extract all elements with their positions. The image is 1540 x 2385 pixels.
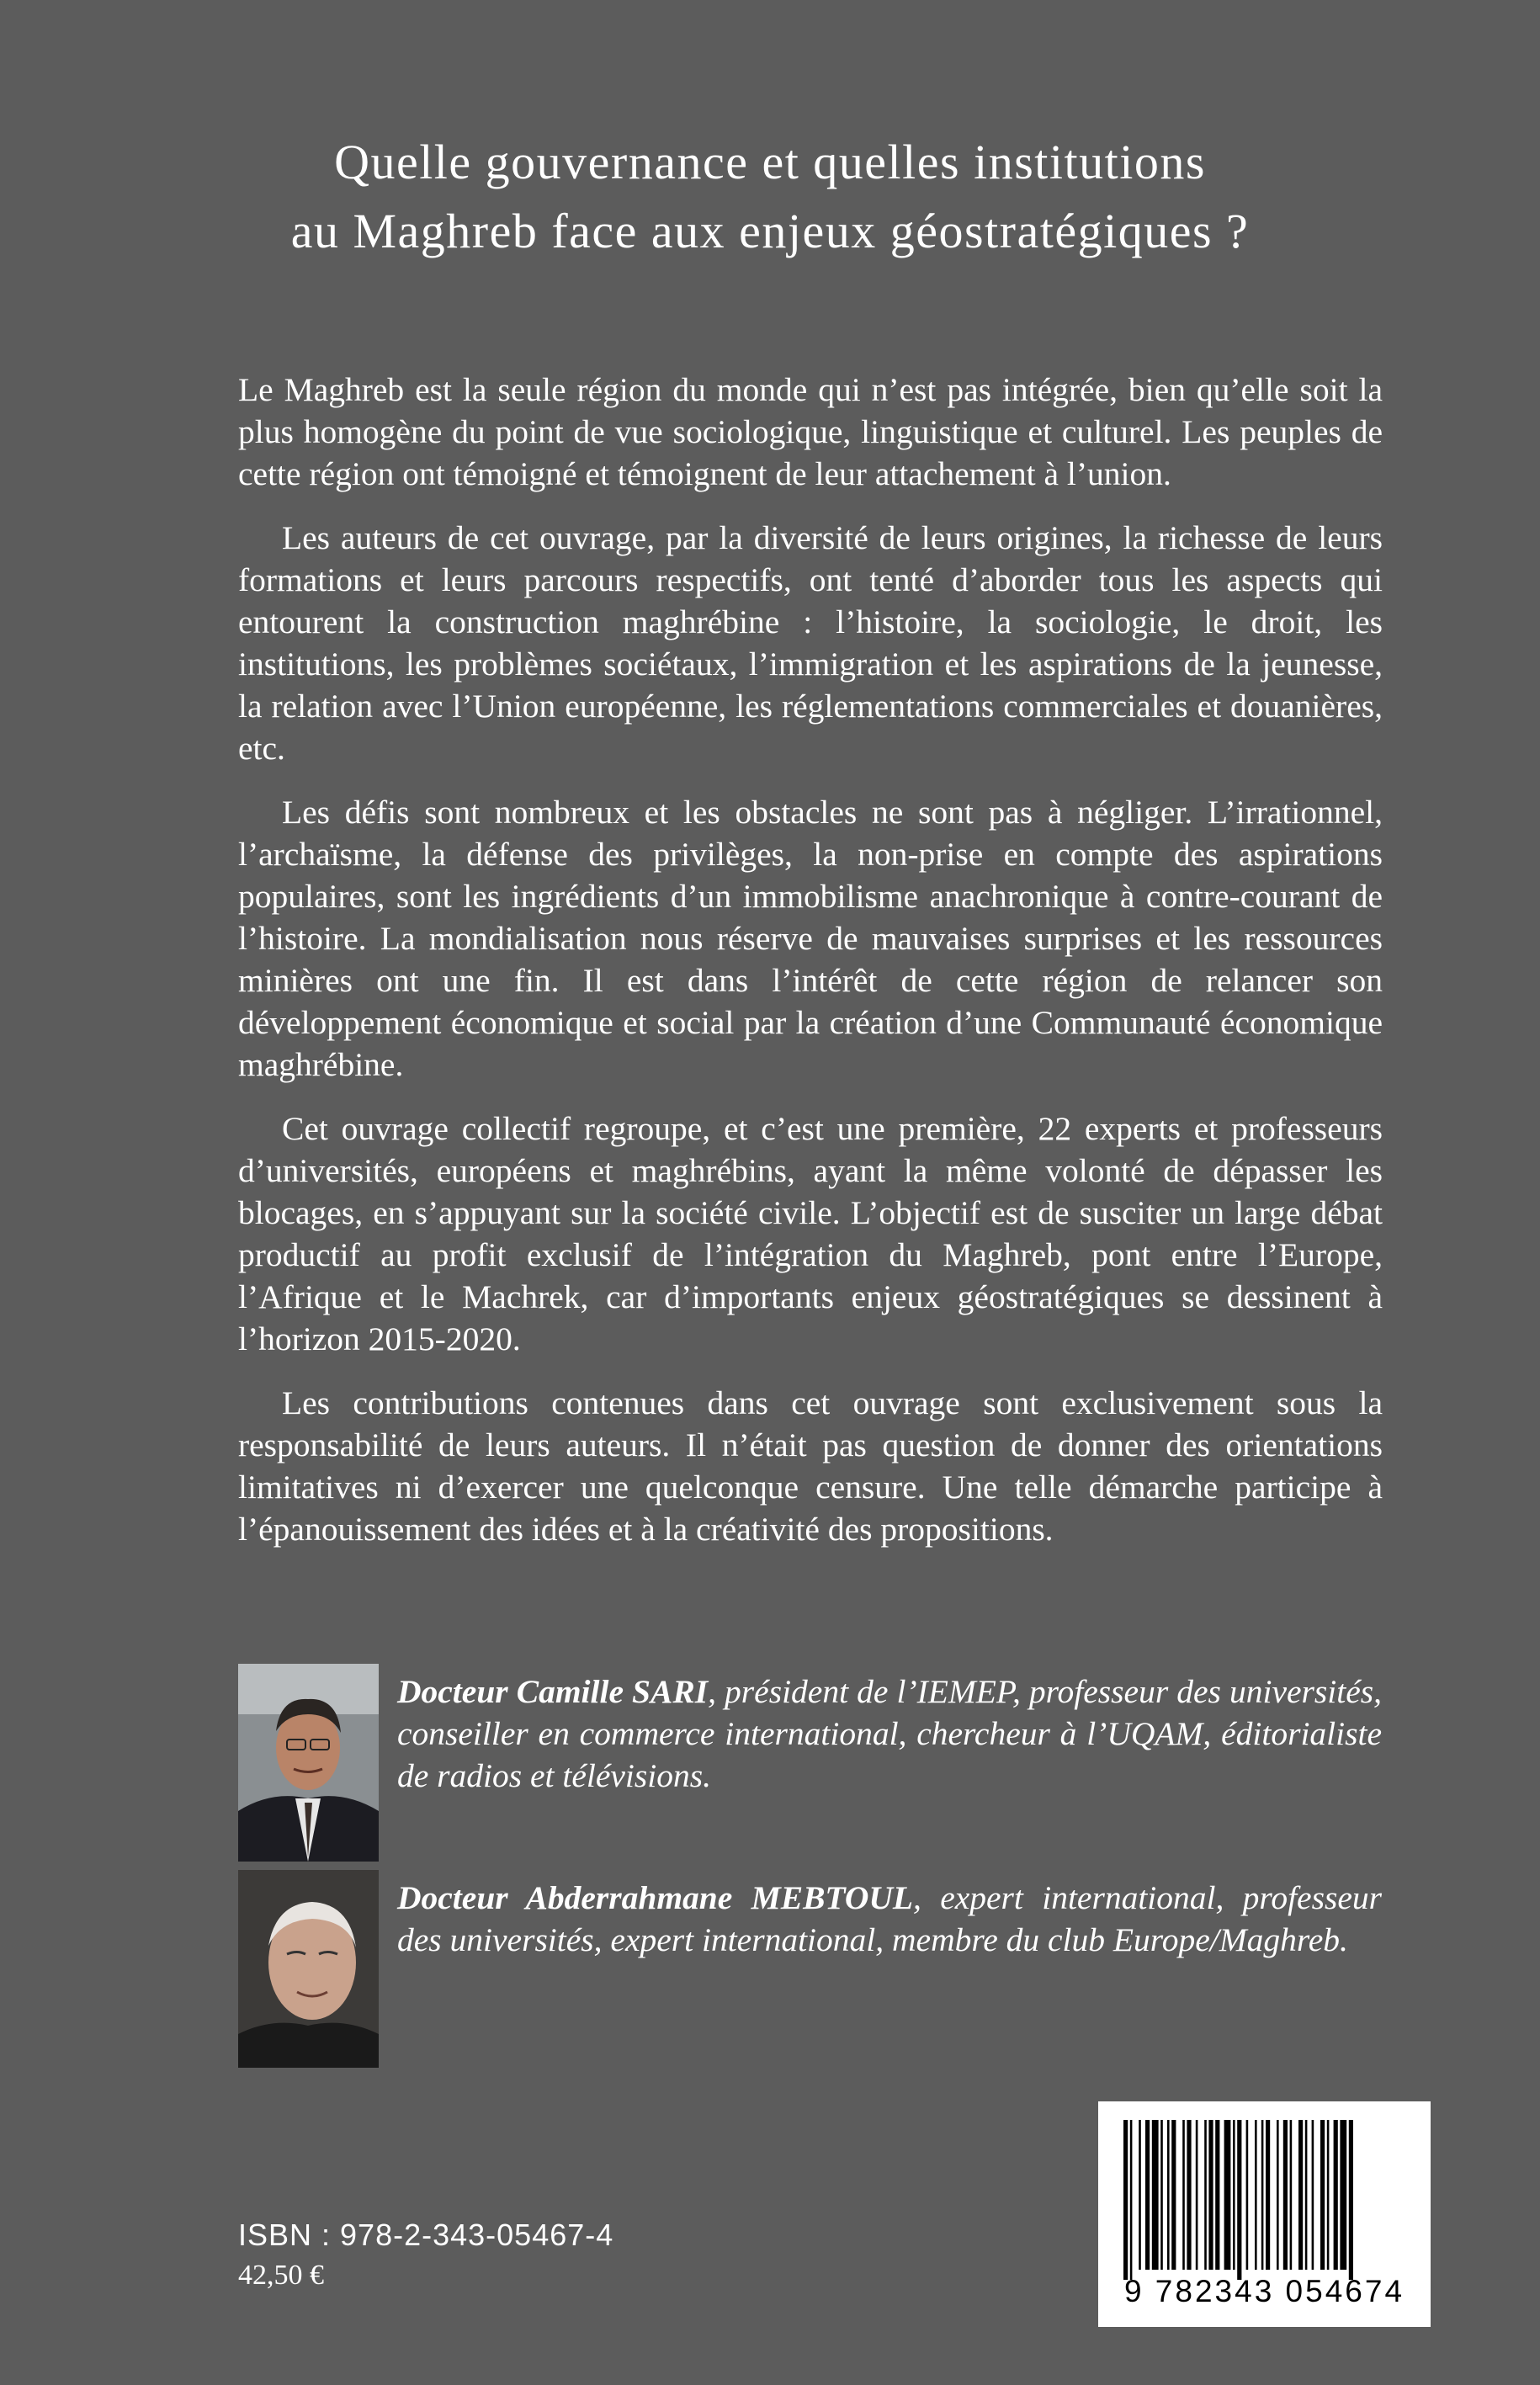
paragraph-5: Les contributions contenues dans cet ouvrage sont exclusivement sous la responsabilité de leurs auteurs. Il n’était pas question de donner des orientations limitatives ni d’exercer une quelconque censure. Une telle démarche participe à l’épanouissement des idées et à la créativité des propositions. (238, 1384, 1383, 1548)
price-label: 42,50 € (238, 2260, 324, 2291)
book-title (0, 128, 1540, 266)
paragraph-3: Les défis sont nombreux et les obstacles ne sont pas à négliger. L’irrationnel, l’archaïsme, la défense des privilèges, la non-prise en compte des aspirations populaires, sont les ingrédients d’un immobilisme anachronique à contre-courant de l’histoire. La mondialisation nous réserve de mauvaises surprises et les ressources minières ont une fin. Il est dans l’intérêt de cette région de relancer son développement économique et social par la création d’une Communauté économique maghrébine. (238, 794, 1383, 1083)
paragraph-2: Les auteurs de cet ouvrage, par la diversité de leurs origines, la richesse de leurs formations et leurs parcours respectifs, ont tenté d’aborder tous les aspects qui entourent la construction maghrébine : l’histoire, la sociologie, le droit, les institutions, les problèmes sociétaux, l’immigration et les aspirations de la jeunesse, la relation avec l’Union européenne, les réglementations commerciales et douanières, etc. (238, 519, 1383, 767)
author-bio-sari (397, 1671, 1382, 1797)
portrait-icon (238, 1870, 379, 2068)
author-name: Docteur Camille SARI (397, 1673, 709, 1710)
author-name: Docteur Abderrahmane MEBTOUL (397, 1879, 914, 1916)
author-description: , président de l’IEMEP, professeur des universités, conseiller en commerce international, chercheur à l’UQAM, éditorialiste de radios et télévisions. (397, 1673, 1382, 1794)
barcode (1098, 2101, 1431, 2327)
paragraph-1: Le Maghreb est la seule région du monde qui n’est pas intégrée, bien qu’elle soit la plus homogène du point de vue sociologique, linguistique et culturel. Les peuples de cette région ont témoigné et témoignent de leur attachement à l’union. (238, 371, 1383, 492)
isbn-label: ISBN : 978-2-343-05467-4 (238, 2218, 614, 2252)
author-description: , expert international, professeur des universités, expert international, membre du club Europe/Maghreb. (397, 1879, 1382, 1958)
author-photo-mebtoul (238, 1870, 379, 2068)
title-line-1: Quelle gouvernance et quelles institutions (334, 135, 1206, 189)
title-line-2: au Maghreb face aux enjeux géostratégiques ? (290, 204, 1250, 258)
author-bio-mebtoul (397, 1877, 1382, 1961)
description-text (238, 369, 1383, 1572)
paragraph-4: Cet ouvrage collectif regroupe, et c’est une première, 22 experts et professeurs d’universités, européens et maghrébins, ayant la même volonté de dépasser les blocages, en s’appuyant sur la société civile. L’objectif est de susciter un large débat productif au profit exclusif de l’intégration du Maghreb, pont entre l’Europe, l’Afrique et le Machrek, car d’importants enjeux géostratégiques se dessinent à l’horizon 2015-2020. (238, 1110, 1383, 1357)
barcode-digits: 9 782343 054674 (1123, 2274, 1405, 2308)
author-photo-sari (238, 1664, 379, 1862)
portrait-icon (238, 1664, 379, 1862)
